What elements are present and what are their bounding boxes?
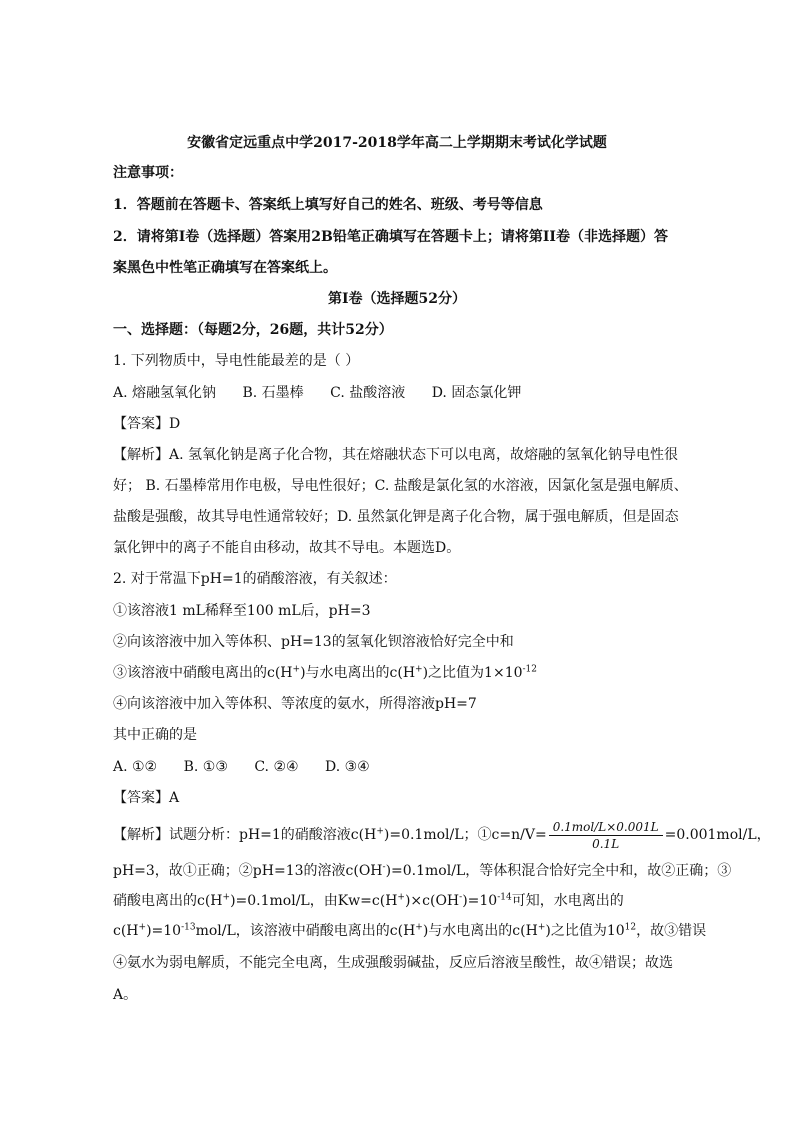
fraction: $\frac{\text{0.1mol/L×0.001L}}{0.1L}$ xyxy=(549,819,663,852)
q1-analysis-line-1: 【解析】A. 氢氧化钠是离子化合物，其在熔融状态下可以电离，故熔融的氢氧化钠导电性很 xyxy=(113,447,679,463)
q2-statement-2: ②向该溶液中加入等体积、pH=13的氢氧化钡溶液恰好完全中和 xyxy=(113,634,514,650)
q2-option-d: D. ③④ xyxy=(325,759,370,775)
q1-option-b: B. 石墨棒 xyxy=(242,385,304,401)
q1-options xyxy=(113,383,683,403)
q1-analysis-line-4: 氯化钾中的离子不能自由移动，故其不导电。本题选D。 xyxy=(113,540,461,556)
q2-option-c: C. ②④ xyxy=(254,759,299,775)
section-heading: 第I卷（选择题52分） xyxy=(327,291,467,307)
q1-option-c: C. 盐酸溶液 xyxy=(330,385,406,401)
q2-statement-4: ④向该溶液中加入等体积、等浓度的氨水，所得溶液pH=7 xyxy=(113,696,477,712)
q1-option-a: A. 熔融氢氧化钠 xyxy=(113,385,217,401)
notice-item-2-line-2: 案黑色中性笔正确填写在答案纸上。 xyxy=(113,260,337,276)
notice-item-2-line-1: 2．请将第I卷（选择题）答案用2B铅笔正确填写在答题卡上；请将第II卷（非选择题）答 xyxy=(113,229,668,245)
q2-statement-1: ①该溶液1 mL稀释至100 mL后，pH=3 xyxy=(113,603,371,619)
q1-analysis-line-2: 好； B. 石墨棒常用作电极，导电性很好；C. 盐酸是氯化氢的水溶液，因氯化氢是强电解质、 xyxy=(113,478,688,494)
q2-option-a: A. ①② xyxy=(113,759,158,775)
notice-heading: 注意事项： xyxy=(113,165,183,181)
q2-answer: 【答案】A xyxy=(113,790,180,806)
q2-analysis-line-3: 硝酸电离出的c(H+)=0.1mol/L，由$Kw=c(H^+)\times c(OH^-)=10^{-14}$可知，水电离出的 xyxy=(113,892,624,909)
q2-options xyxy=(113,757,683,777)
page-title: 安徽省定远重点中学2017-2018学年高二上学期期末考试化学试题 xyxy=(187,135,607,151)
q2-analysis-line-6: A。 xyxy=(113,987,138,1003)
q1-option-d: D. 固态氯化钾 xyxy=(431,385,522,401)
q2-analysis-line-1: 【解析】试题分析：pH=1的硝酸溶液c(H+)=0.1mol/L；①c=n/V= $\frac{\text{0.1mol/L×0.001L}}{0.1L}$ =0.001mol/L， xyxy=(113,819,771,851)
q1-answer: 【答案】D xyxy=(113,416,181,432)
notice-item-1: 1．答题前在答题卡、答案纸上填写好自己的姓名、班级、考号等信息 xyxy=(113,197,543,213)
q2-which-correct: 其中正确的是 xyxy=(113,727,197,743)
section-part: 一、选择题：（每题2分，26题，共计52分） xyxy=(113,322,393,338)
q1-stem: 1. 下列物质中，导电性能最差的是（ ） xyxy=(113,353,360,369)
q2-analysis-line-2: pH=3，故①正确；②pH=13的溶液c(OH-)=0.1mol/L，等体积混合恰好完全中和，故②正确；③ xyxy=(113,862,732,879)
q2-statement-3: ③该溶液中硝酸电离出的c(H+)与水电离出的c(H+)之比值为$1\times 10^{-12}$ xyxy=(113,664,538,681)
q1-analysis-line-3: 盐酸是强酸，故其导电性通常较好；D. 虽然氯化钾是离子化合物，属于强电解质，但是固态 xyxy=(113,509,679,525)
q2-analysis-line-4: $c(H^+)=10^{-13}mol/L$，该溶液中硝酸电离出的c(H+)与水电离出的c(H+)之比值为$10^{12}$，故③错误 xyxy=(113,922,707,939)
q2-stem: 2. 对于常温下pH=1的硝酸溶液，有关叙述： xyxy=(113,571,397,587)
q2-option-b: B. ①③ xyxy=(183,759,228,775)
q2-analysis-line-5: ④氨水为弱电解质，不能完全电离，生成强酸弱碱盐，反应后溶液呈酸性，故④错误；故选 xyxy=(113,955,673,971)
